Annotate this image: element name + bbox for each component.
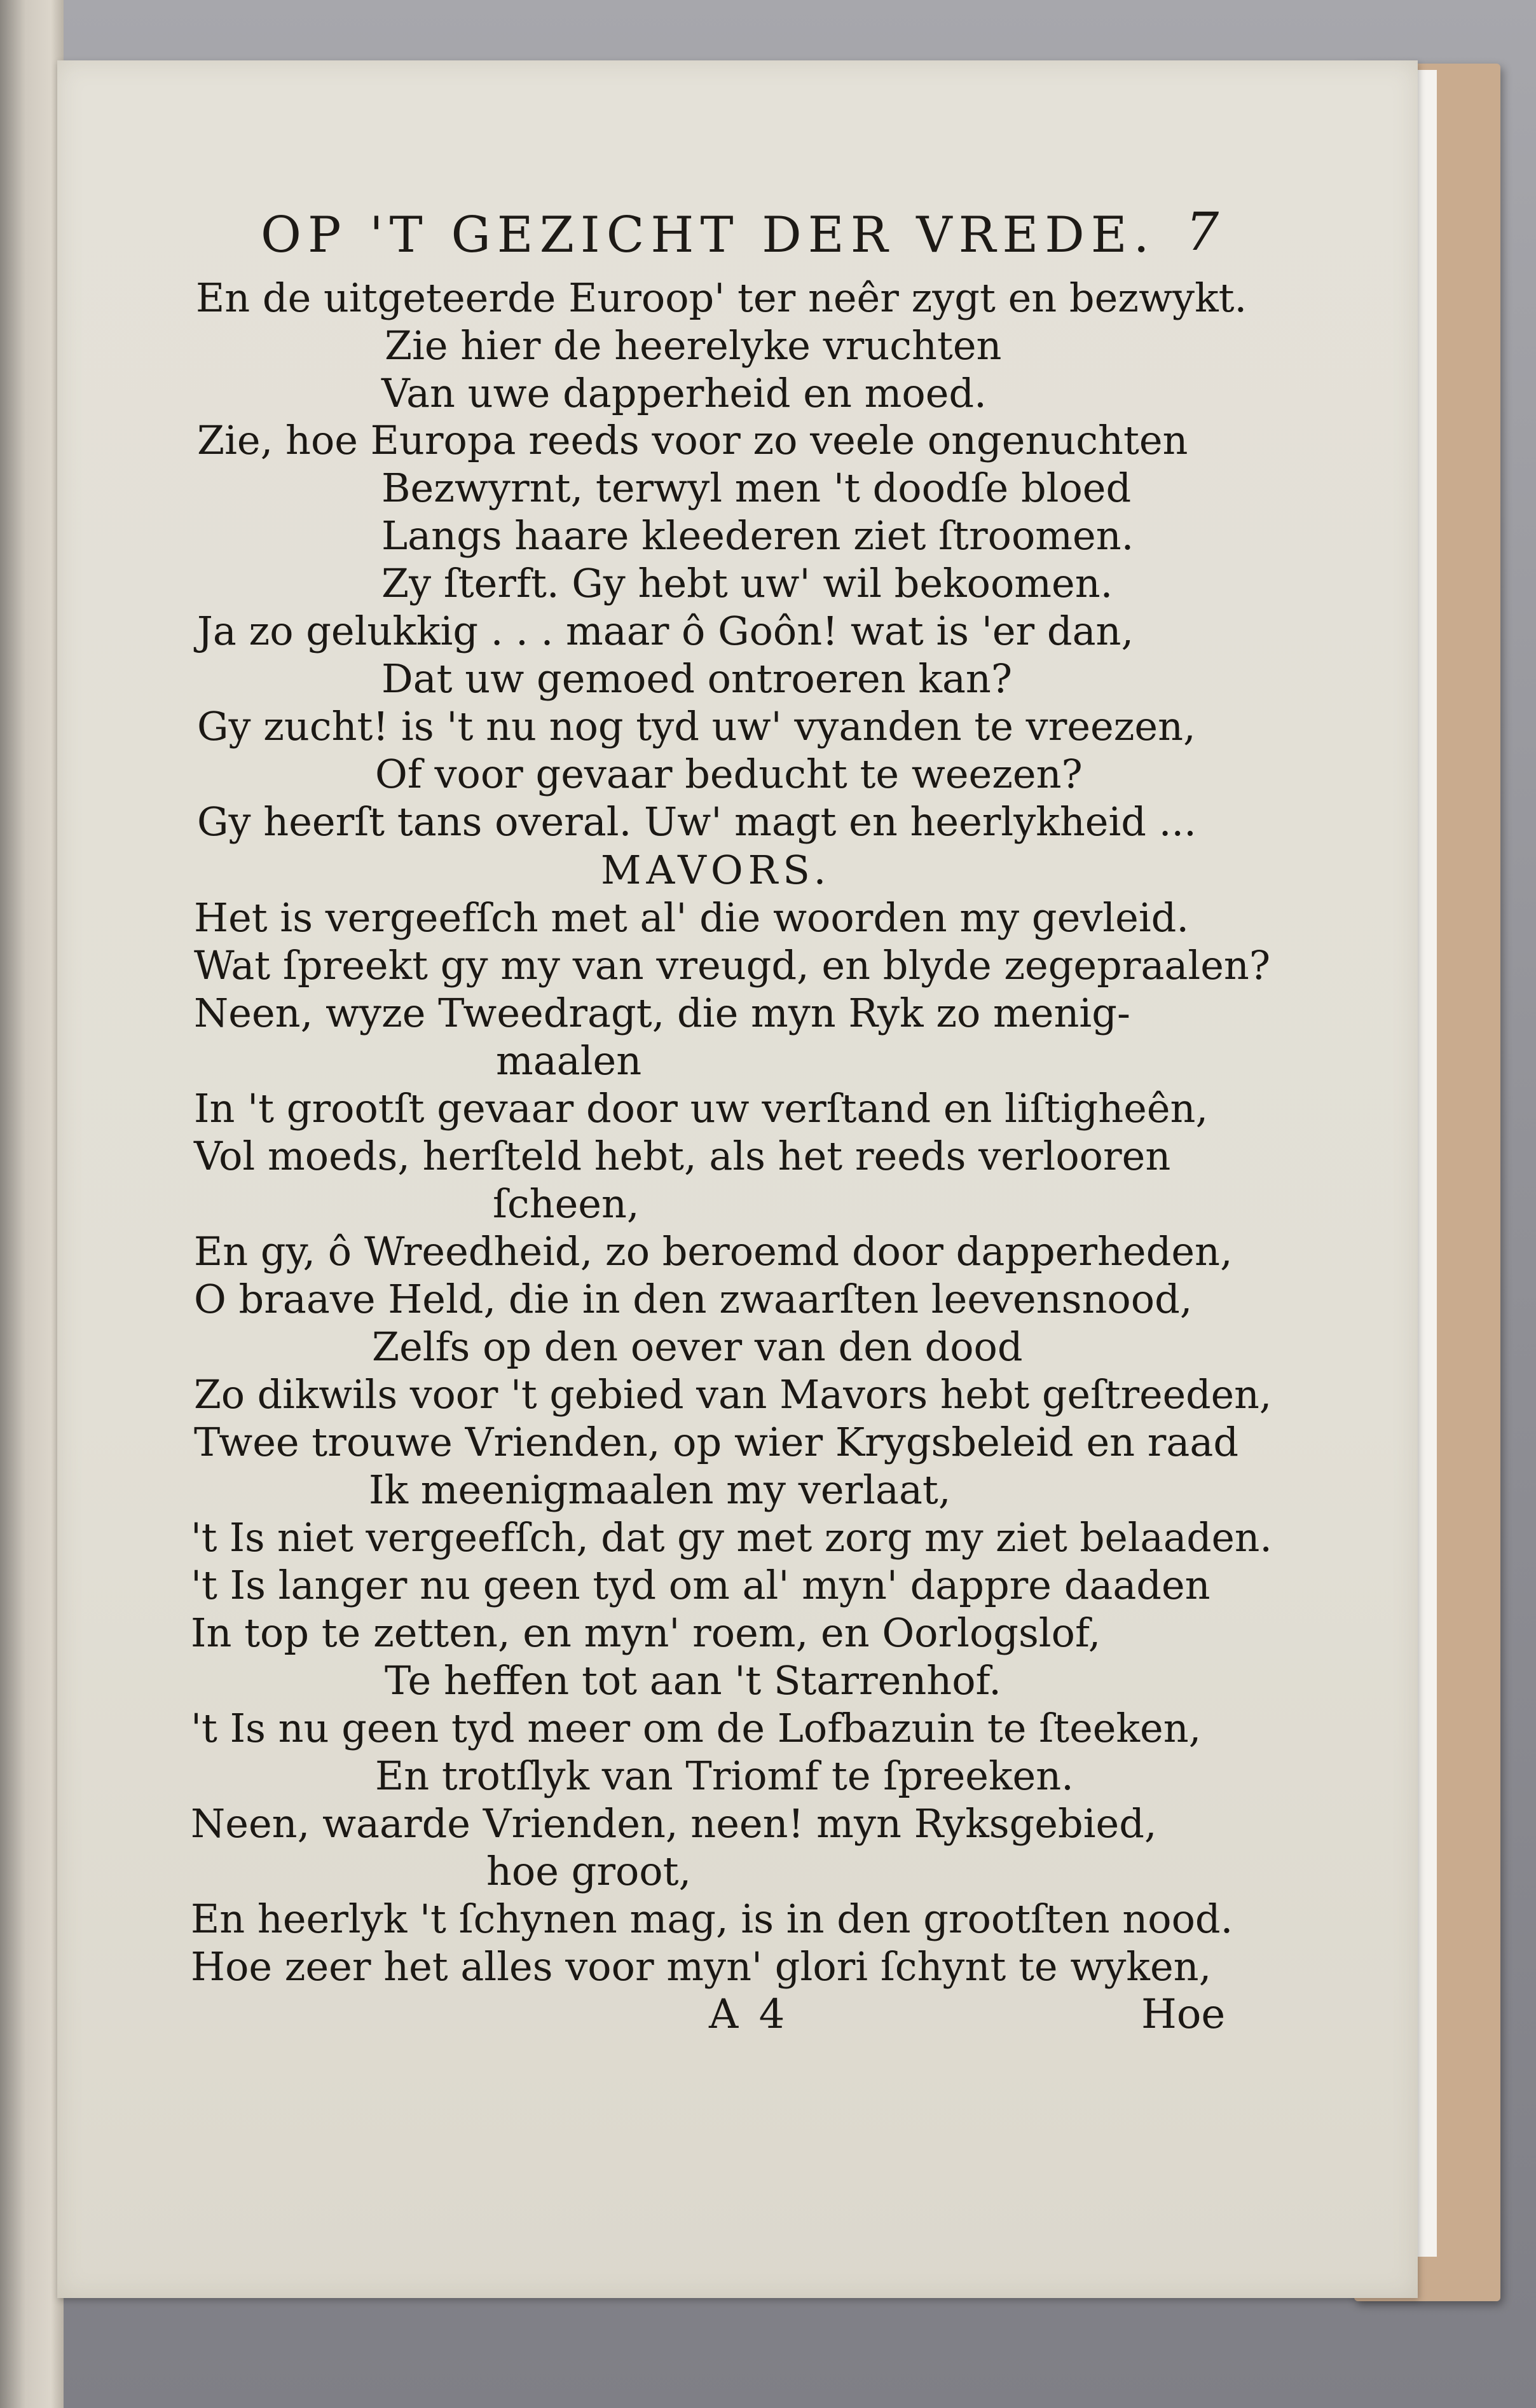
text-line: Hoe zeer het alles voor myn' glori ſchynt te wyken, [191, 1943, 1212, 1990]
text-line: 't Is nu geen tyd meer om de Lofbazuin te ſteeken, [191, 1705, 1202, 1751]
text-line: Wat ſpreekt gy my van vreugd, en blyde zegepraalen? [194, 942, 1271, 989]
text-line: En gy, ô Wreedheid, zo beroemd door dapperheden, [194, 1228, 1233, 1275]
page-number: 7 [1186, 202, 1219, 263]
text-line: Of voor gevaar beducht te weezen? [375, 751, 1083, 797]
text-line: Zie hier de heerelyke vruchten [385, 322, 1002, 369]
speaker-name: MAVORS. [601, 847, 832, 893]
text-line: En de uitgeteerde Euroop' ter neêr zygt en bezwykt. [196, 275, 1247, 321]
signature-mark: A 4 [709, 1991, 789, 2038]
text-line: 't Is langer nu geen tyd om al' myn' dappre daaden [191, 1562, 1210, 1608]
text-line: Vol moeds, herſteld hebt, als het reeds verlooren [194, 1133, 1171, 1179]
text-line: O braave Held, die in den zwaarſten leevensnood, [194, 1276, 1193, 1322]
text-line: Bezwyrnt, terwyl men 't doodſe bloed [381, 465, 1132, 511]
text-line: Gy heerſt tans overal. Uw' magt en heerlykheid ... [197, 798, 1197, 845]
text-line: In top te zetten, en myn' roem, en Oorlogslof, [191, 1610, 1101, 1656]
text-line: Te heffen tot aan 't Starrenhof. [385, 1657, 1001, 1704]
text-line: Dat uw gemoed ontroeren kan? [381, 655, 1013, 702]
text-line: En heerlyk 't ſchynen mag, is in den grootſten nood. [191, 1896, 1233, 1942]
text-line: Zie, hoe Europa reeds voor zo veele ongenuchten [197, 417, 1188, 463]
catchword: Hoe [1141, 1991, 1226, 2038]
text-line: Ja zo gelukkig . . . maar ô Goôn! wat is 'er dan, [197, 608, 1134, 654]
text-line: Van uwe dapperheid en moed. [381, 370, 987, 416]
running-header: OP 'T GEZICHT DER VREDE. [261, 207, 1156, 264]
text-line: Ik meenigmaalen my verlaat, [369, 1467, 951, 1513]
text-line: ſcheen, [493, 1180, 640, 1227]
text-line: En trotſlyk van Triomf te ſpreeken. [375, 1753, 1074, 1799]
text-line: Zy ſterft. Gy hebt uw' wil bekoomen. [381, 560, 1113, 606]
text-line: Neen, waarde Vrienden, neen! myn Ryksgebied, [191, 1800, 1157, 1847]
text-line: Langs haare kleederen ziet ſtroomen. [381, 512, 1134, 559]
text-line: Twee trouwe Vrienden, op wier Krygsbeleid en raad [194, 1419, 1239, 1465]
text-line: Zelfs op den oever van den dood [372, 1324, 1023, 1370]
text-line: Neen, wyze Tweedragt, die myn Ryk zo menig- [194, 990, 1130, 1036]
text-line: 't Is niet vergeefſch, dat gy met zorg my ziet belaaden. [191, 1514, 1272, 1561]
text-line: Het is vergeefſch met al' die woorden my gevleid. [194, 894, 1190, 941]
text-line: maalen [496, 1037, 642, 1084]
text-line: In 't grootſt gevaar door uw verſtand en liſtigheên, [194, 1085, 1209, 1132]
text-line: hoe groot, [486, 1848, 692, 1894]
text-line: Gy zucht! is 't nu nog tyd uw' vyanden te vreezen, [197, 703, 1196, 749]
text-line: Zo dikwils voor 't gebied van Mavors hebt geſtreeden, [194, 1371, 1272, 1418]
